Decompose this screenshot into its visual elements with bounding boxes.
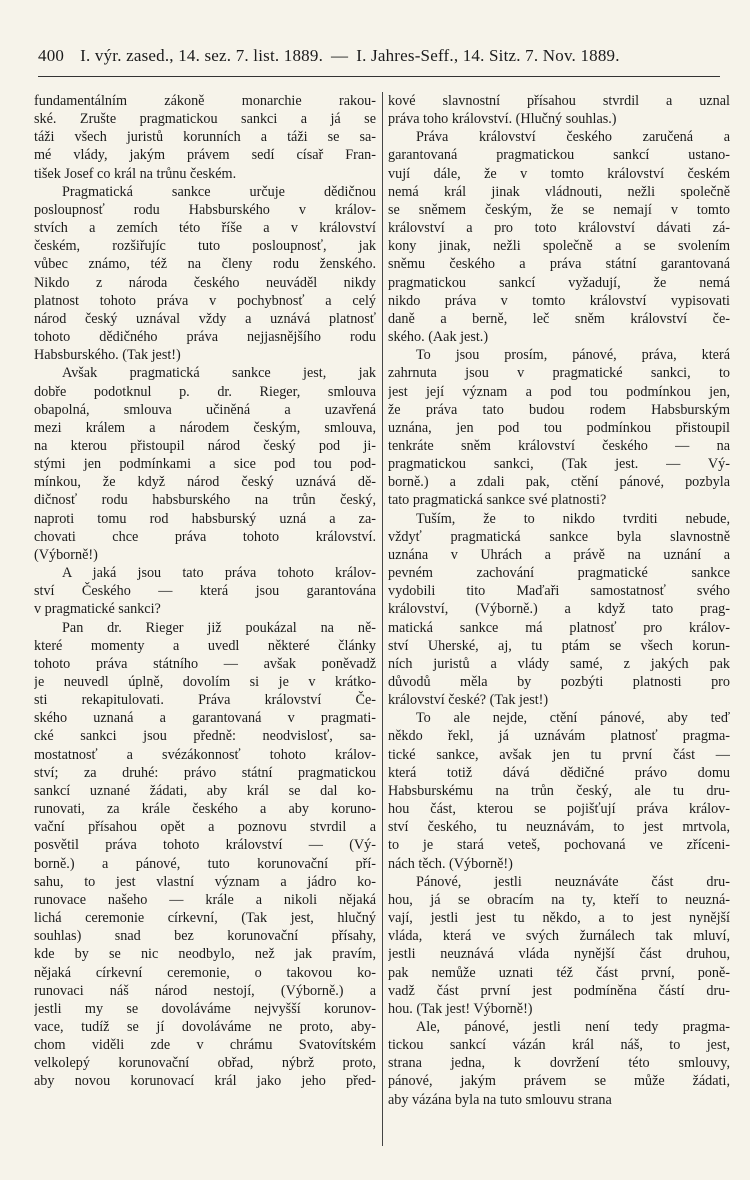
text-line: tenkráte sněm království českého — na [388, 437, 730, 454]
text-line: je neuvedl úplně, dovolím si je v krátko- [34, 674, 376, 690]
text-line: ství českého, tu neuznávám, to jest mrtvola, [388, 819, 730, 836]
text-line: vují dále, že v tomto království českém [388, 165, 730, 182]
header-rule [38, 76, 720, 77]
text-line: aby novou korunovací král jako jeho před- [34, 1073, 376, 1090]
text-line: sněmu českého a práva státní garantovaná [388, 256, 730, 273]
text-line: kde by se nic neodbylo, než jak pravím, [34, 946, 376, 963]
text-line: posloupnosť rodu Habsburského v králov- [34, 201, 376, 218]
text-line: jest její význam a pod tou podmínkou jen, [388, 383, 730, 400]
text-line: ského. (Aak jest.) [388, 329, 489, 346]
text-line: ství Uherské, aj, tu ptám se všech korun- [388, 637, 730, 654]
text-line: kové slavnostní přísahou stvrdil a uznal [388, 93, 730, 109]
text-line: velkolepý korunovační obřad, nýbrž proto, [34, 1055, 376, 1072]
text-line: Ale, pánové, jestli není tedy pragma- [416, 1018, 730, 1035]
text-line: tohoto práva státního — avšak poněvadž [34, 655, 376, 672]
text-line: ství Českého — která jsou garantována [34, 583, 376, 600]
text-line: vají, jestli jest tu někdo, a to jest nynější [388, 910, 730, 927]
text-line: nikdo práva v tomto království vypisovati [388, 292, 730, 309]
text-line: matická sankce má platnosť pro králov- [388, 619, 730, 636]
text-line: ské. Zrušte pragmatickou sankci a já se [34, 111, 376, 128]
text-line: hou. (Tak jest! Výborně!) [388, 1000, 533, 1017]
text-line: mé vlády, jakým právem sedí císař Fran- [34, 147, 376, 164]
text-line: pak nemůže uznati též část první, poně- [388, 964, 730, 981]
text-line: naproti tomu rod habsburský uzná a za- [34, 510, 376, 527]
text-line: sankcí uznané žádati, aby král se dal ko- [34, 782, 376, 799]
text-line: obapolná, smlouva učiněná a uzavřená [34, 401, 376, 418]
text-line: království, (Výborně.) a když tato prag- [388, 601, 730, 618]
text-line: ského uznaná a garantovaná v pragmati- [34, 710, 376, 727]
text-line: borně.) a pánové, tuto korunovační pří- [34, 855, 376, 872]
text-line: Tuším, že to nikdo tvrditi nebude, [416, 510, 730, 527]
text-line: strana jedna, k dovržení této smlouvy, [388, 1055, 730, 1072]
text-line: jestli neuznává vláda nynější část druhou, [388, 946, 730, 963]
text-line: runovati, za krále českého a aby koruno- [34, 801, 376, 818]
text-line: jestli my se dovoláváme nejvyšší korunov- [34, 1000, 376, 1017]
text-line: práva toho království. (Hlučný souhlas.) [388, 111, 617, 128]
text-line: (Výborně!) [34, 546, 98, 563]
text-line: stými jen podmínkami a sice pod tou pod- [34, 456, 376, 473]
text-line: pragmatickou sankcí vyžadují, že nemá [388, 274, 730, 291]
text-line: garantovaná pragmatickou sankcí ustano- [388, 147, 730, 164]
text-line: království české? (Tak jest!) [388, 692, 549, 709]
text-line: Habsburského. (Tak jest!) [34, 347, 181, 364]
text-line: vadž část první jest podmíněna částí dru- [388, 982, 730, 999]
text-line: vláda, která ve svých žurnálech tak mluví, [388, 928, 730, 945]
text-line: mostatnosť a svézákonnosť tohoto králov- [34, 746, 376, 763]
text-line: vace, tudíž se jí dovoláváme ne proto, aby- [34, 1018, 376, 1035]
text-line: runovaci náš národ nestojí, (Výborně.) a [34, 982, 376, 999]
text-line: cké sankci jsou předně: neodvislosť, sa- [34, 728, 376, 745]
text-line: která totiž dává dědičné právo domu [388, 764, 730, 781]
text-line: táži všech juristů korunních a táži se sa- [34, 129, 376, 146]
text-line: nějaká církevní ceremonie, o takovou ko- [34, 964, 376, 981]
text-line: tohoto dědičného práva nejjasnějšího rodu [34, 329, 376, 346]
text-line: pánové, jakým právem se může žádati, [388, 1073, 730, 1090]
text-line: A jaká jsou tato práva tohoto králov- [62, 565, 376, 582]
text-line: sahu, to jest vlastní význam a jádro ko- [34, 873, 376, 890]
text-line: někdo řekl, já uznávám platnosť pragma- [388, 728, 730, 745]
text-line: tickou sankcí vázán král náš, to jest, [388, 1037, 730, 1054]
text-line: mínkou, že když národ český uznává dě- [34, 474, 376, 491]
text-line: kony jinak, nežli společně a se svolením [388, 238, 730, 255]
text-line: které momenty a uvedl některé články [34, 637, 376, 654]
text-line: pragmatickou sankci, (Tak jest. — Vý- [388, 456, 730, 473]
header-title-german: I. Jahres-Seff., 14. Sitz. 7. Nov. 1889. [356, 46, 620, 65]
text-line: uznána, jen pod tou podmínkou přistoupil [388, 419, 730, 436]
text-line: důvodů měla by pozbýti platnosti pro [388, 674, 730, 690]
text-line: borně.) a zdali pak, ctění pánové, pozbyla [388, 474, 730, 491]
text-line: uznána v Uhrách a právě na uznání a [388, 546, 730, 563]
text-line: fundamentálním zákoně monarchie rakou- [34, 93, 376, 109]
text-line: dobře podotknul p. dr. Rieger, smlouva [34, 383, 376, 400]
text-line: vační přísahou opět a poznovu stvrdil a [34, 819, 376, 836]
text-line: ních juristů a vlády samé, z jakých pak [388, 655, 730, 672]
text-line: království a pro toto království dávati zá- [388, 220, 730, 237]
text-line: To jsou prosím, pánové, práva, která [416, 347, 730, 364]
text-line: národ český uznával vždy a uznává platnosť [34, 310, 376, 327]
text-line: zahrnuta jsou v pragmatické sankci, to [388, 365, 730, 382]
text-line: To ale nejde, ctění pánové, aby teď [416, 710, 730, 727]
text-line: chom viděli zde v chrámu Svatovítském [34, 1037, 376, 1054]
text-line: sti rekapitulovati. Práva království Če- [34, 692, 376, 709]
text-line: Práva království českého zaručená a [416, 129, 730, 146]
text-line: v pragmatické sankci? [34, 601, 161, 618]
text-line: vždyť pragmatická sankce byla slavnostně [388, 528, 730, 545]
text-line: že práva tato budou rodem Habsburským [388, 401, 730, 418]
text-line: Pan dr. Rieger již poukázal na ně- [62, 619, 376, 636]
text-line: Habsburskému na trůn český, ale tu dru- [388, 782, 730, 799]
text-line: tišek Josef co král na trůnu českém. [34, 165, 237, 182]
text-line: tato pragmatická sankce své platnosti? [388, 492, 607, 509]
header-title-czech: I. výr. zased., 14. sez. 7. list. 1889. [80, 46, 324, 65]
left-column [34, 92, 376, 1146]
text-line: posvětil práva tohoto království — (Vý- [34, 837, 376, 854]
text-line: daně a berně, leč sněm království če- [388, 310, 730, 327]
text-line: pevném zachování pragmatické sankce [388, 565, 730, 582]
right-column [388, 92, 730, 1146]
text-line: se sněmem českým, že se nemají v tomto [388, 201, 730, 218]
text-line: dičnosť rodu habsburského na trůn český, [34, 492, 376, 509]
running-header [38, 46, 720, 66]
page-number: 400 [38, 46, 65, 65]
text-line: platnost tohoto práva v pochybnosť a celý [34, 292, 376, 309]
text-line: chovati chce práva tohoto království. [34, 528, 376, 545]
text-line: souhlas) snad bez korunovační přísahy, [34, 928, 376, 945]
text-line: Pragmatická sankce určuje dědičnou [62, 183, 376, 200]
text-line: vydobili tito Maďaři samostatnosť svého [388, 583, 730, 600]
text-line: ství; za druhé: právo státní pragmatickou [34, 764, 376, 781]
text-line: Avšak pragmatická sankce jest, jak [62, 365, 376, 382]
text-line: mezi králem a národem českým, smlouva, [34, 419, 376, 436]
text-line: hou část, kterou se pojišťují práva králov- [388, 801, 730, 818]
text-line: Pánové, jestli neuznáváte část dru- [416, 873, 730, 890]
header-dash: — [331, 46, 349, 65]
text-line: nemá král jinak vládnouti, nežli společně [388, 183, 730, 200]
text-line: aby vázána byla na tuto smlouvu strana [388, 1091, 612, 1108]
text-line: lichá ceremonie církevní, (Tak jest, hlučný [34, 910, 376, 927]
text-line: hou, já se obracím na ty, kteří to neuzná- [388, 891, 730, 908]
text-line: na kterou přistoupil národ český pod ji- [34, 437, 376, 454]
text-line: českém, rozšiřujíc tuto posloupnosť, jak [34, 238, 376, 255]
text-columns [34, 92, 730, 1146]
text-line: vůbec známo, též na členy rodu ženského. [34, 256, 376, 273]
text-line: to je stará veteš, pochovaná ve zříceni- [388, 837, 730, 854]
text-line: stvích a zemích této říše a v království [34, 220, 376, 237]
text-line: tické sankce, avšak jen tu první část — [388, 746, 730, 763]
text-line: runovace našeho — krále a nikoli nějaká [34, 891, 376, 908]
text-line: Nikdo z národa českého neuváděl nikdy [34, 274, 376, 291]
text-line: nách těch. (Výborně!) [388, 855, 513, 872]
